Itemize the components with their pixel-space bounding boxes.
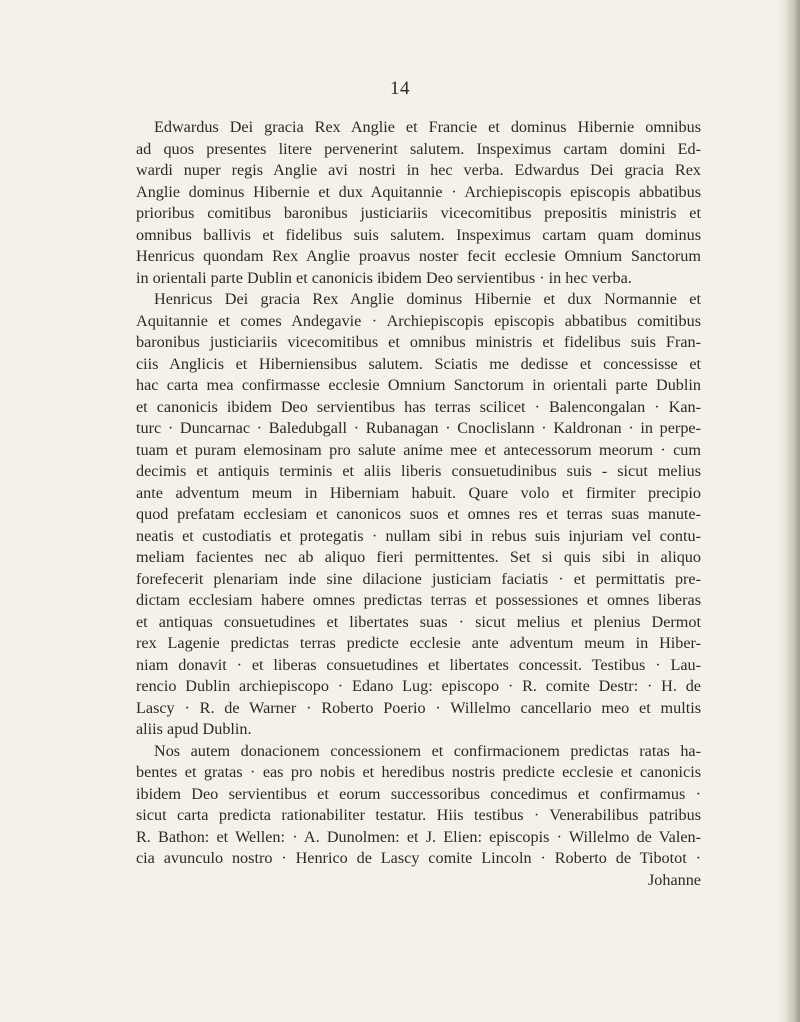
text-line: ciis Anglicis et Hiberniensibus salutem. Sciatis me dedisse et concessisse et (136, 354, 701, 373)
text-line: R. Bathon: et Wellen: · A. Dunolmen: et J. Elien: episcopis · Willelmo de Valen- (136, 827, 701, 846)
text-line: ad quos presentes litere pervenerint salutem. Inspeximus cartam domini Ed- (136, 139, 701, 158)
text-line: prioribus comitibus baronibus justiciariis vicecomitibus prepositis ministris et (136, 204, 701, 222)
text-line: Lascy · R. de Warner · Roberto Poerio · Willelmo cancellario meo et multis (136, 698, 701, 717)
text-line: rencio Dublin archiepiscopo · Edano Lug: episcopo · R. comite Destr: · H. de (136, 677, 701, 695)
page-edge-shadow (778, 0, 786, 1022)
charter-text (136, 117, 701, 891)
text-line: wardi nuper regis Anglie avi nostri in hec verba. Edwardus Dei gracia Rex (136, 161, 701, 179)
catchword: Johanne (647, 870, 701, 889)
text-line: ibidem Deo servientibus et eorum successoribus concedimus et confirmamus · (136, 784, 701, 803)
text-line: decimis et antiquis terminis et aliis liberis consuetudinibus suis - sicut melius (136, 462, 701, 480)
text-line: Henricus quondam Rex Anglie proavus noster fecit ecclesie Omnium Sanctorum (136, 247, 701, 265)
text-line: et antiquas consuetudines et libertates suas · sicut melius et plenius Dermot (136, 612, 701, 631)
text-line: Henricus Dei gracia Rex Anglie dominus Hibernie et dux Normannie et (154, 290, 701, 308)
text-line: Anglie dominus Hibernie et dux Aquitannie · Archiepiscopis episcopis abbatibus (136, 182, 701, 201)
text-line: in orientali parte Dublin et canonicis ibidem Deo servientibus · in hec verba. (136, 268, 632, 287)
text-line: bentes et gratas · eas pro nobis et heredibus nostris predicte ecclesie et canonicis (136, 763, 701, 781)
page-edge (786, 0, 800, 1022)
text-line: omnibus ballivis et fidelibus suis salutem. Inspeximus cartam quam dominus (136, 225, 701, 244)
text-line: aliis apud Dublin. (136, 720, 252, 738)
text-line: hac carta mea confirmasse ecclesie Omnium Sanctorum in orientali parte Dublin (136, 376, 701, 394)
text-line: Aquitannie et comes Andegavie · Archiepiscopis episcopis abbatibus comitibus (136, 311, 701, 330)
page-number: 14 (390, 78, 410, 99)
text-line: baronibus justiciariis vicecomitibus et omnibus ministris et fidelibus suis Fran- (136, 333, 701, 351)
text-line: sicut carta predicta rationabiliter testatur. Hiis testibus · Venerabilibus patribus (136, 806, 701, 824)
text-line: dictam ecclesiam habere omnes predictas terras et possessiones et omnes liberas (136, 591, 701, 609)
text-line: cia avunculo nostro · Henrico de Lascy comite Lincoln · Roberto de Tibotot · (136, 849, 701, 867)
text-line: ante adventum meum in Hiberniam habuit. Quare volo et firmiter precipio (136, 483, 701, 502)
paragraph-nos-autem (136, 741, 701, 892)
text-line: turc · Duncarnac · Baledubgall · Rubanagan · Cnoclislann · Kaldronan · in perpe- (136, 419, 701, 437)
text-line: meliam facientes nec ab aliquo fieri permittentes. Set si quis sibi in aliquo (136, 548, 701, 566)
text-line: Edwardus Dei gracia Rex Anglie et Francie et dominus Hibernie omnibus (154, 118, 701, 136)
paragraph-henricus (136, 289, 701, 741)
text-line: niam donavit · et liberas consuetudines et libertates concessit. Testibus · Lau- (136, 655, 701, 674)
text-line: neatis et custodiatis et protegatis · nullam sibi in rebus suis injuriam vel contu- (136, 526, 701, 545)
text-line: Nos autem donacionem concessionem et confirmacionem predictas ratas ha- (154, 741, 701, 760)
text-line: forefecerit plenariam inde sine dilacione justiciam faciatis · et permittatis pre- (136, 569, 701, 588)
text-line: tuam et puram elemosinam pro salute anime mee et antecessorum meorum · cum (136, 440, 701, 459)
text-line: rex Lagenie predictas terras predicte ecclesie ante adventum meum in Hiber- (136, 634, 701, 652)
text-line: et canonicis ibidem Deo servientibus has terras scilicet · Balencongalan · Kan- (136, 397, 701, 416)
text-line: quod prefatam ecclesiam et canonicos suos et omnes res et terras suas manute- (136, 505, 701, 523)
paragraph-edwardus (136, 117, 701, 289)
